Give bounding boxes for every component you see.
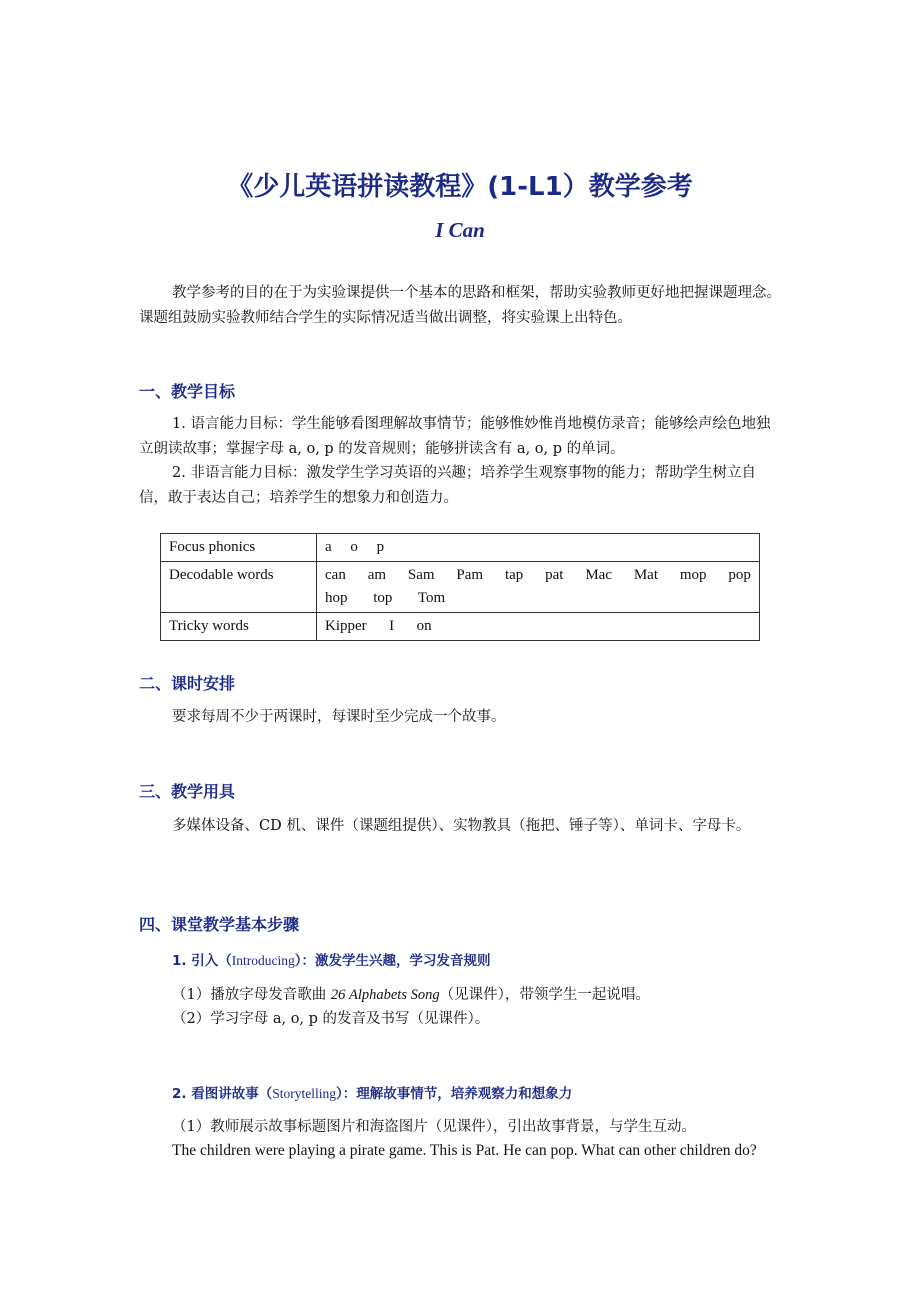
teaching-aids-text: 多媒体设备、CD 机、课件（课题组提供）、实物教具（拖把、锤子等）、单词卡、字母卡。: [172, 818, 751, 834]
decodable-word: Sam: [407, 567, 435, 583]
schedule-text: 要求每周不少于两课时，每课时至少完成一个故事。: [172, 709, 506, 725]
decodable-word: Mat: [633, 567, 658, 583]
decodable-word: pop: [728, 567, 751, 583]
step1-line-1: （1）播放字母发音歌曲 26 Alphabets Song（见课件），带领学生一起说唱。: [172, 987, 650, 1003]
decodable-line-2: [325, 587, 751, 610]
decodable-word: Mac: [585, 567, 612, 583]
decodable-words-label: Decodable words: [161, 562, 317, 613]
intro-paragraph: 教学参考的目的在于为实验课提供一个基本的思路和框架，帮助实验教师更好地把握课题理念。课题组鼓励实验教师结合学生的实际情况适当做出调整，将实验课上出特色。: [139, 285, 781, 326]
section4-heading: 四、课堂教学基本步骤: [139, 915, 300, 934]
song-title: 26 Alphabets Song: [330, 987, 440, 1003]
decodable-word: Pam: [456, 567, 484, 583]
tricky-word: on: [416, 618, 432, 634]
focus-letter: a: [325, 539, 332, 555]
goal-nonlanguage: 2. 非语言能力目标：激发学生学习英语的兴趣；培养学生观察事物的能力；帮助学生树立自信，敢于表达自己；培养学生的想象力和创造力。: [139, 465, 756, 506]
tricky-words-cell: [317, 613, 760, 641]
tricky-word: I: [389, 618, 395, 634]
decodable-word: mop: [679, 567, 707, 583]
phonics-table: [160, 533, 760, 641]
section3-heading: 三、教学用具: [139, 782, 236, 801]
decodable-word: hop: [325, 590, 348, 606]
step2-line-1: （1）教师展示故事标题图片和海盗图片（见课件），引出故事背景，与学生互动。: [172, 1119, 696, 1135]
decodable-word: am: [367, 567, 387, 583]
decodable-word: tap: [504, 567, 524, 583]
focus-phonics-cell: [317, 534, 760, 562]
page-subtitle: I Can: [435, 218, 485, 242]
section2-heading: 二、课时安排: [139, 674, 236, 693]
step2-heading: 2. 看图讲故事（Storytelling）：理解故事情节，培养观察力和想象力: [172, 1086, 573, 1102]
decodable-word: top: [373, 590, 393, 606]
decodable-word: can: [325, 567, 346, 583]
section1-heading: 一、教学目标: [139, 382, 236, 401]
decodable-line-1: [325, 564, 751, 587]
tricky-words-label: Tricky words: [161, 613, 317, 641]
step2-line-2: The children were playing a pirate game. This is Pat. He can pop. What can other children do?: [172, 1142, 757, 1159]
goal-language: 1. 语言能力目标：学生能够看图理解故事情节；能够惟妙惟肖地模仿录音；能够绘声绘色地独立朗读故事；掌握字母 a, o, p 的发音规则；能够拼读含有 a, o, p 的单词。: [139, 416, 771, 457]
focus-letter: o: [350, 539, 358, 555]
page-title: 《少儿英语拼读教程》(1-L1）教学参考: [227, 172, 693, 202]
table-row: [161, 562, 760, 613]
step1-heading: 1. 引入（Introducing）：激发学生兴趣，学习发音规则: [172, 953, 491, 969]
decodable-word: pat: [545, 567, 564, 583]
table-row: [161, 613, 760, 641]
step1-line-2: （2）学习字母 a, o, p 的发音及书写（见课件）。: [172, 1011, 490, 1027]
decodable-words-cell: [317, 562, 760, 613]
focus-letter: p: [376, 539, 385, 555]
tricky-word: Kipper: [325, 618, 367, 634]
decodable-word: Tom: [417, 590, 446, 606]
focus-phonics-label: Focus phonics: [161, 534, 317, 562]
table-row: [161, 534, 760, 562]
